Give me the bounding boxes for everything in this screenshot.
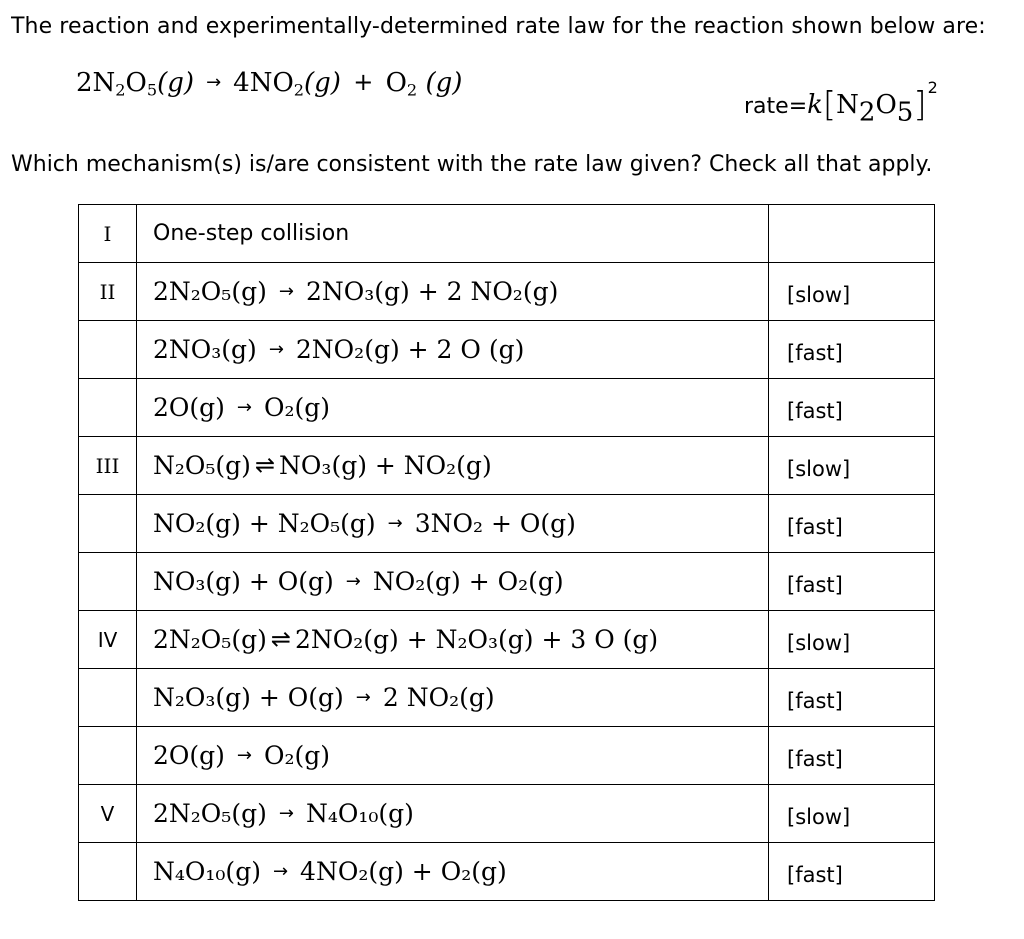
step-speed: [fast]: [769, 321, 935, 379]
phase: (g): [304, 68, 341, 98]
step-rhs: O₂(g): [264, 741, 331, 770]
step-lhs: 2NO₃(g): [153, 335, 257, 364]
arrow-icon: →: [355, 687, 371, 708]
arrow-icon: →: [236, 745, 253, 766]
step-lhs: 2O(g): [153, 741, 225, 770]
subscript: 2: [115, 80, 126, 100]
subscript: 5: [146, 80, 158, 100]
mechanism-step: [137, 553, 769, 611]
step-speed: [slow]: [769, 263, 935, 321]
step-lhs: NO₃(g) + O(g): [153, 567, 334, 596]
subscript: 2: [858, 97, 876, 128]
equals-sign: =: [788, 94, 808, 119]
step-rhs: NO₂(g) + O₂(g): [372, 567, 564, 596]
table-row: [79, 495, 935, 553]
arrow-icon: →: [278, 281, 294, 302]
step-lhs: N₂O₅(g): [153, 451, 251, 480]
phase: (g): [157, 68, 195, 98]
mechanism-step: [137, 321, 769, 379]
mechanism-number: [79, 553, 137, 611]
left-bracket: [: [822, 85, 837, 125]
step-rhs: NO₃(g) + NO₂(g): [279, 451, 492, 480]
question-text: Which mechanism(s) is/are consistent with the rate law given? Check all that apply.: [11, 152, 933, 177]
step-rhs: 3NO₂ + O(g): [414, 509, 576, 538]
reactant-o: O: [125, 68, 147, 98]
mechanism-step: [137, 843, 769, 901]
product-1: 4NO: [233, 68, 294, 98]
step-speed: [slow]: [769, 785, 935, 843]
table-row: [79, 321, 935, 379]
mechanism-number: [79, 843, 137, 901]
step-speed: [slow]: [769, 437, 935, 495]
product-2: O: [385, 68, 407, 98]
rate-law: [744, 78, 938, 128]
mechanisms-table: [78, 204, 935, 901]
mechanism-step: [137, 669, 769, 727]
step-lhs: N₄O₁₀(g): [153, 857, 261, 886]
table-row: [79, 437, 935, 495]
step-lhs: 2N₂O₅(g): [153, 799, 267, 828]
step-rhs: O₂(g): [264, 393, 331, 422]
arrow-icon: →: [206, 72, 222, 93]
step-speed: [fast]: [769, 379, 935, 437]
rate-constant: k: [807, 90, 823, 120]
mechanism-number: IV: [79, 611, 137, 669]
plus-sign: +: [353, 68, 374, 96]
step-lhs: N₂O₃(g) + O(g): [153, 683, 344, 712]
step-speed: [fast]: [769, 553, 935, 611]
subscript: 5: [896, 97, 914, 128]
mechanism-step: [137, 263, 769, 321]
step-speed: [slow]: [769, 611, 935, 669]
step-rhs: 2NO₂(g) + 2 O (g): [295, 335, 525, 364]
mechanism-step: [137, 495, 769, 553]
table-row: [79, 785, 935, 843]
mechanism-step: [137, 785, 769, 843]
arrow-icon: →: [272, 861, 289, 882]
step-rhs: 4NO₂(g) + O₂(g): [300, 857, 507, 886]
step-rhs: 2 NO₂(g): [382, 683, 495, 712]
step-speed: [769, 205, 935, 263]
intro-text: The reaction and experimentally-determined rate law for the reaction shown below are:: [11, 14, 986, 39]
overall-reaction: [76, 68, 462, 98]
step-rhs: 2NO₃(g) + 2 NO₂(g): [305, 277, 559, 306]
table-row: [79, 205, 935, 263]
right-bracket: ]: [913, 85, 927, 125]
step-rhs: N₄O₁₀(g): [305, 799, 414, 828]
table-row: [79, 553, 935, 611]
table-row: [79, 669, 935, 727]
step-speed: [fast]: [769, 727, 935, 785]
arrow-icon: →: [387, 513, 403, 534]
table-row: [79, 263, 935, 321]
step-lhs: 2O(g): [153, 393, 225, 422]
mechanism-number: [79, 321, 137, 379]
mechanism-number: [79, 727, 137, 785]
arrow-icon: →: [268, 339, 284, 360]
mechanism-number: II: [79, 263, 137, 321]
table-row: [79, 843, 935, 901]
mechanism-step: One-step collision: [137, 205, 769, 263]
equilibrium-arrow-icon: ⇌: [270, 625, 291, 653]
arrow-icon: →: [345, 571, 361, 592]
table-row: [79, 611, 935, 669]
equilibrium-arrow-icon: ⇌: [254, 451, 276, 479]
mechanism-step: [137, 437, 769, 495]
species: N: [836, 90, 859, 120]
mechanism-number: I: [79, 205, 137, 263]
table-row: [79, 727, 935, 785]
arrow-icon: →: [278, 803, 294, 824]
rate-label: rate: [744, 94, 789, 119]
step-lhs: 2N₂O₅(g): [153, 625, 267, 654]
step-speed: [fast]: [769, 495, 935, 553]
step-lhs: NO₂(g) + N₂O₅(g): [153, 509, 376, 538]
arrow-icon: →: [236, 397, 253, 418]
reactant: 2N: [76, 68, 116, 98]
mechanism-number: V: [79, 785, 137, 843]
reaction-order: 2: [927, 78, 938, 97]
subscript: 2: [406, 80, 418, 100]
species-o: O: [875, 90, 897, 120]
mechanism-step: [137, 379, 769, 437]
step-lhs: 2N₂O₅(g): [153, 277, 267, 306]
table-row: [79, 379, 935, 437]
mechanism-number: [79, 379, 137, 437]
subscript: 2: [293, 80, 305, 100]
mechanism-step: [137, 611, 769, 669]
step-speed: [fast]: [769, 669, 935, 727]
step-speed: [fast]: [769, 843, 935, 901]
mechanism-step: [137, 727, 769, 785]
mechanism-number: [79, 495, 137, 553]
mechanism-number: [79, 669, 137, 727]
step-rhs: 2NO₂(g) + N₂O₃(g) + 3 O (g): [294, 625, 659, 654]
phase: (g): [425, 68, 463, 98]
mechanism-number: III: [79, 437, 137, 495]
